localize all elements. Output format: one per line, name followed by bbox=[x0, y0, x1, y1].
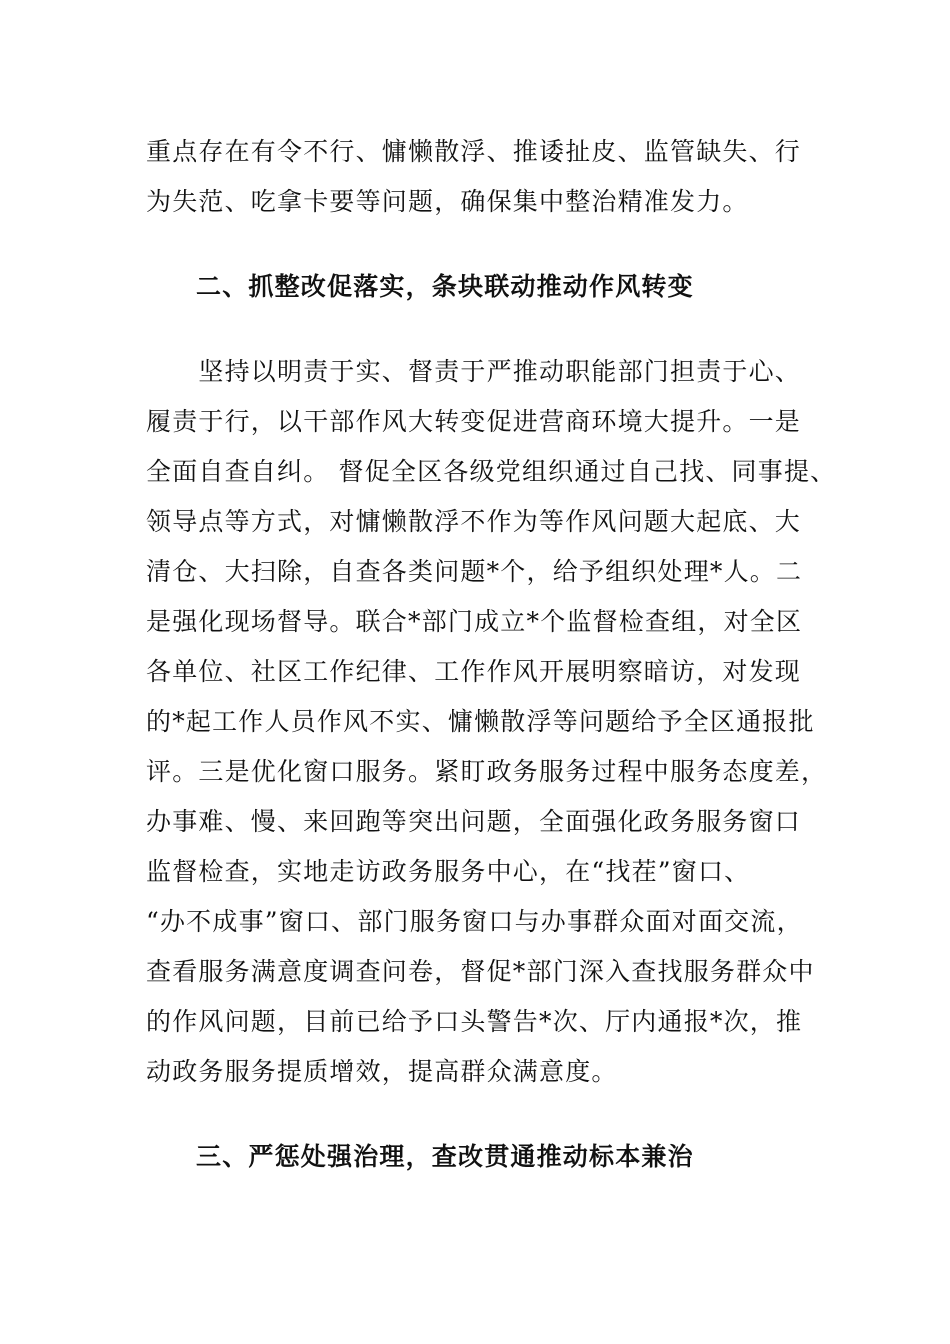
paragraph-2-line-10: 办事难、慢、来回跑等突出问题，全面强化政务服务窗口 bbox=[146, 807, 802, 836]
paragraph-2-line-7: 各单位、社区工作纪律、工作作风开展明察暗访，对发现 bbox=[146, 657, 802, 686]
paragraph-2-line-8: 的*起工作人员作风不实、慵懒散浮等问题给予全区通报批 bbox=[146, 707, 815, 736]
paragraph-2-line-1: 坚持以明责于实、督责于严推动职能部门担责于心、 bbox=[146, 357, 802, 386]
paragraph-2-line-15: 动政务服务提质增效，提高群众满意度。 bbox=[146, 1057, 618, 1086]
paragraph-2-line-13: 查看服务满意度调查问卷，督促*部门深入查找服务群众中 bbox=[146, 957, 815, 986]
section-heading-3: 三、严惩处强治理，查改贯通推动标本兼治 bbox=[196, 1142, 694, 1171]
paragraph-2-line-6: 是强化现场督导。联合*部门成立*个监督检查组，对全区 bbox=[146, 607, 803, 636]
paragraph-2-line-5: 清仓、大扫除，自查各类问题*个，给予组织处理*人。二 bbox=[146, 557, 803, 586]
paragraph-2-line-12: “办不成事”窗口、部门服务窗口与办事群众面对面交流， bbox=[146, 907, 803, 936]
paragraph-2-line-9: 评。三是优化窗口服务。紧盯政务服务过程中服务态度差， bbox=[146, 757, 828, 786]
paragraph-1-line-2: 为失范、吃拿卡要等问题，确保集中整治精准发力。 bbox=[146, 187, 749, 216]
paragraph-2-line-3: 全面自查自纠。 督促全区各级党组织通过自己找、同事提、 bbox=[146, 457, 837, 486]
section-heading-2: 二、抓整改促落实，条块联动推动作风转变 bbox=[196, 272, 694, 301]
paragraph-1-line-1: 重点存在有令不行、慵懒散浮、推诿扯皮、监管缺失、行 bbox=[146, 137, 802, 166]
paragraph-2-line-4: 领导点等方式，对慵懒散浮不作为等作风问题大起底、大 bbox=[146, 507, 802, 536]
paragraph-2-line-2: 履责于行，以干部作风大转变促进营商环境大提升。一是 bbox=[146, 407, 802, 436]
paragraph-2-line-11: 监督检查，实地走访政务服务中心，在“找茬”窗口、 bbox=[146, 857, 751, 886]
paragraph-2-line-14: 的作风问题，目前已给予口头警告*次、厅内通报*次，推 bbox=[146, 1007, 803, 1036]
